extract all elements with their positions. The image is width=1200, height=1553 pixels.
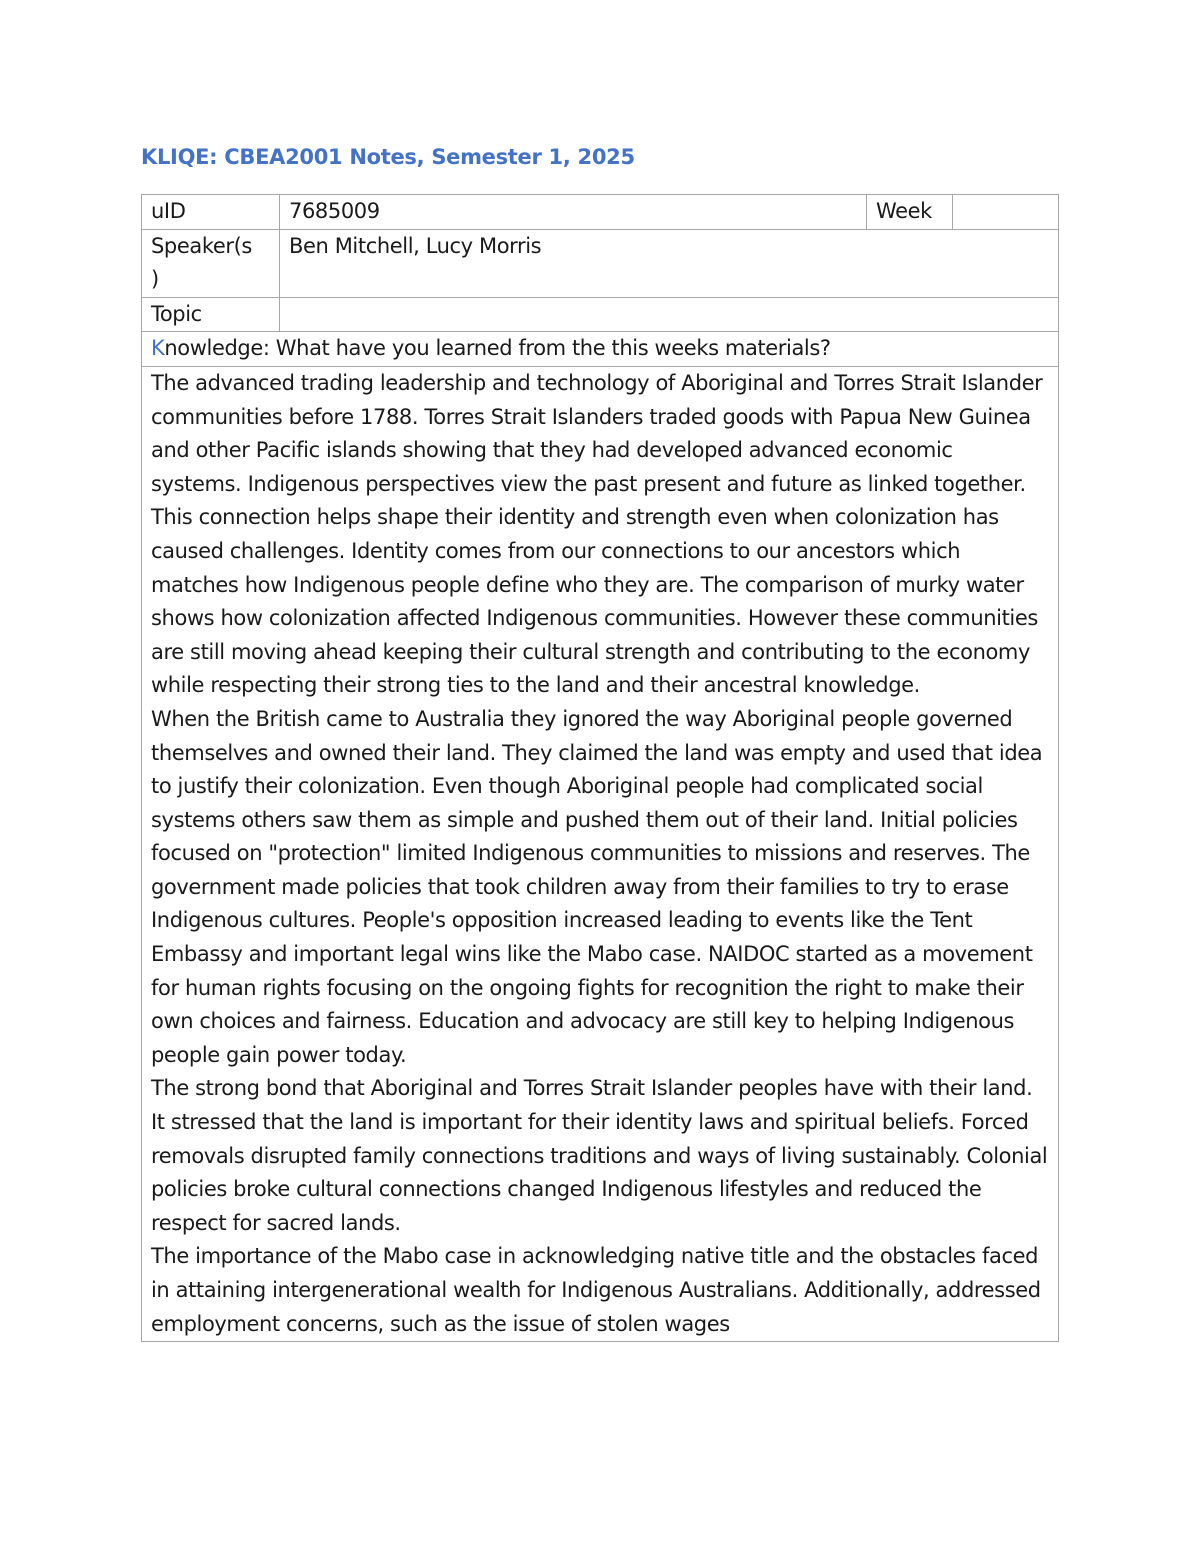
week-label: Week — [867, 195, 953, 230]
knowledge-paragraph: The strong bond that Aboriginal and Torres Strait Islander peoples have with their land. It stressed that the land is important for their identity laws and spiritual beliefs. Forced removals disrupted family connections traditions and ways of living sustainably. Colonial policies broke cultural connections changed Indigenous lifestyles and reduced the respect for sacred lands. — [151, 1076, 1048, 1235]
speakers-label-line1: Speaker(s — [151, 233, 252, 258]
speakers-row — [142, 229, 1059, 297]
week-value[interactable] — [953, 195, 1059, 230]
speakers-label-line2: ) — [151, 267, 159, 292]
uid-label: uID — [142, 195, 280, 230]
knowledge-body[interactable] — [142, 366, 1059, 1341]
topic-label: Topic — [142, 297, 280, 332]
speakers-label — [142, 229, 280, 297]
topic-row — [142, 297, 1059, 332]
uid-row — [142, 195, 1059, 230]
knowledge-paragraph: When the British came to Australia they ignored the way Aboriginal people governed themselves and owned their land. They claimed the land was empty and used that idea to justify their colonization. Even though Aboriginal people had complicated social systems others saw them as simple and pushed them out of their land. Initial policies focused on "protection" limited Indigenous communities to missions and reserves. The government made policies that took children away from their families to try to erase Indigenous cultures. People's opposition increased leading to events like the Tent Embassy and important legal wins like the Mabo case. NAIDOC started as a movement for human rights focusing on the ongoing fights for recognition the right to make their own choices and fairness. Education and advocacy are still key to helping Indigenous people gain power today. — [151, 706, 1043, 1067]
speakers-value[interactable]: Ben Mitchell, Lucy Morris — [280, 229, 1059, 297]
notes-table — [141, 194, 1059, 1342]
knowledge-paragraph: The advanced trading leadership and technology of Aboriginal and Torres Strait Islander communities before 1788. Torres Strait Islanders traded goods with Papua New Guinea and other Pacific islands showing that they had developed advanced economic systems. Indigenous perspectives view the past present and future as linked together. This connection helps shape their identity and strength even when colonization has caused challenges. Identity comes from our connections to our ancestors which matches how Indigenous people define who they are. The comparison of murky water shows how colonization affected Indigenous communities. However these communities are still moving ahead keeping their cultural strength and contributing to the economy while respecting their strong ties to the land and their ancestral knowledge. — [151, 370, 1043, 698]
knowledge-paragraph: The importance of the Mabo case in acknowledging native title and the obstacles faced in attaining intergenerational wealth for Indigenous Australians. Additionally, addressed employment concerns, such as the issue of stolen wages — [151, 1244, 1041, 1336]
topic-value[interactable] — [280, 297, 1059, 332]
uid-value[interactable]: 7685009 — [280, 195, 867, 230]
knowledge-prompt-text: nowledge: What have you learned from the this weeks materials? — [164, 336, 831, 361]
knowledge-body-row — [142, 366, 1059, 1341]
knowledge-prompt-initial: K — [151, 336, 165, 361]
knowledge-prompt-row — [142, 332, 1059, 367]
page-title: KLIQE: CBEA2001 Notes, Semester 1, 2025 — [141, 145, 635, 169]
knowledge-prompt — [142, 332, 1059, 367]
